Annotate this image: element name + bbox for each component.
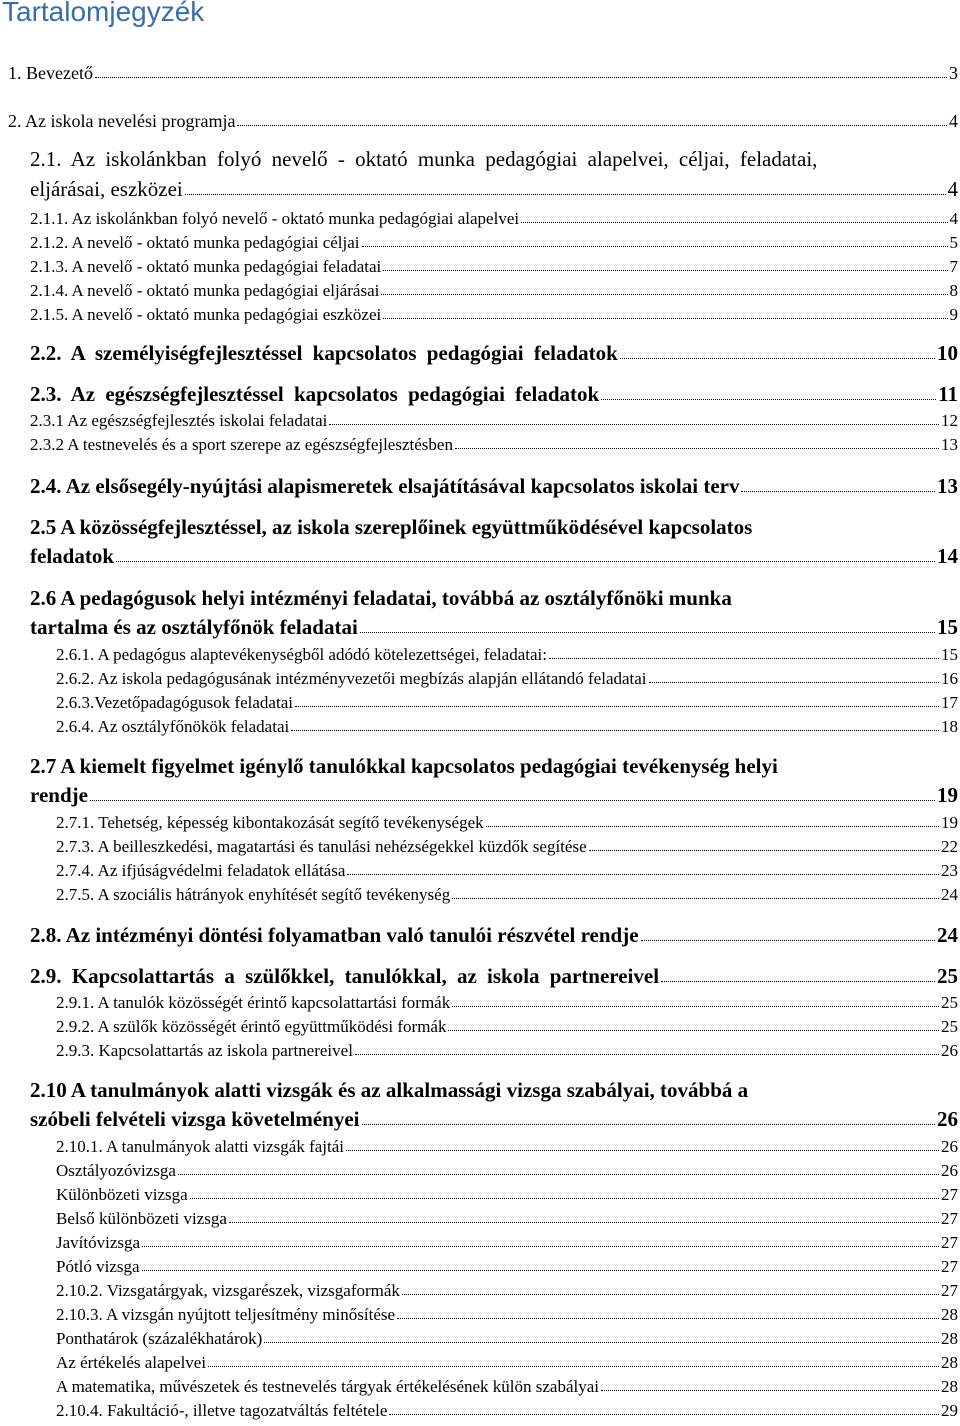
toc-entry[interactable]: [56, 1186, 958, 1203]
toc-leader-dots: [362, 1124, 936, 1125]
toc-entry-title: 2.7.4. Az ifjúságvédelmi feladatok ellátása: [56, 861, 346, 880]
toc-entry[interactable]: [56, 1402, 958, 1419]
toc-page-number: 27: [941, 1185, 958, 1204]
toc-page-number: 15: [941, 645, 958, 664]
toc-entry-title: 2.1.5. A nevelő - oktató munka pedagógiai eszközei: [30, 305, 382, 324]
toc-page-number: 13: [937, 474, 958, 498]
toc-leader-dots: [620, 358, 935, 359]
toc-page-number: 13: [941, 435, 958, 454]
toc-leader-dots: [661, 981, 935, 982]
toc-entry[interactable]: [30, 546, 958, 567]
toc-page-number: 27: [941, 1209, 958, 1228]
toc-entry[interactable]: [30, 234, 958, 251]
toc-entry-title: 2.2. A személyiségfejlesztéssel kapcsolatos pedagógiai feladatok: [30, 341, 618, 365]
toc-page-number: 25: [937, 964, 958, 988]
toc-entry[interactable]: [56, 1354, 958, 1371]
toc-entry-title: tartalma és az osztályfőnök feladatai: [30, 615, 358, 639]
toc-leader-dots: [397, 1318, 939, 1319]
toc-leader-dots: [455, 448, 939, 449]
toc-entry[interactable]: [30, 149, 958, 170]
toc-leader-dots: [589, 850, 939, 851]
toc-leader-dots: [229, 1222, 939, 1223]
toc-entry-title: 2.5 A közösségfejlesztéssel, az iskola szereplőinek együttműködésével kapcsolatos: [30, 515, 753, 539]
toc-leader-dots: [142, 1246, 939, 1247]
toc-page-number: 10: [937, 341, 958, 365]
toc-leader-dots: [329, 424, 939, 425]
toc-entry[interactable]: [56, 1282, 958, 1299]
toc-entry[interactable]: [56, 1378, 958, 1395]
toc-entry[interactable]: [56, 1234, 958, 1251]
toc-leader-dots: [641, 940, 935, 941]
toc-page-number: 11: [938, 382, 958, 406]
toc-entry[interactable]: [56, 1306, 958, 1323]
toc-entry-title: 2.7.3. A beilleszkedési, magatartási és tanulási nehézségekkel küzdők segítése: [56, 837, 587, 856]
toc-leader-dots: [95, 77, 947, 78]
toc-entry[interactable]: [30, 306, 958, 323]
toc-page-number: 22: [941, 837, 958, 856]
toc-entry-title: 2. Az iskola nevelési programja: [8, 111, 236, 131]
toc-page-number: 27: [941, 1257, 958, 1276]
toc-page-number: 19: [941, 813, 958, 832]
toc-page-number: 15: [937, 615, 958, 639]
toc-entry-title: Ponthatárok (százalékhatárok): [56, 1329, 263, 1348]
toc-page-number: 4: [949, 111, 958, 131]
toc-entry-title: 2.1.4. A nevelő - oktató munka pedagógiai eljárásai: [30, 281, 380, 300]
toc-page-number: 4: [947, 177, 958, 201]
toc-entry-title: eljárásai, eszközei: [30, 177, 183, 201]
toc-leader-dots: [383, 318, 947, 319]
toc-entry[interactable]: [30, 436, 958, 453]
toc-entry-title: rendje: [30, 783, 88, 807]
toc-entry-title: A matematika, művészetek és testnevelés tárgyak értékelésének külön szabályai: [56, 1377, 600, 1396]
toc-leader-dots: [190, 1198, 939, 1199]
toc-entry-title: 2.1. Az iskolánkban folyó nevelő - oktató munka pedagógiai alapelvei, céljai, feladatai,: [30, 147, 818, 171]
toc-entry-title: 2.3.2 A testnevelés és a sport szerepe az egészségfejlesztésben: [30, 435, 453, 454]
toc-leader-dots: [452, 898, 939, 899]
toc-page-number: 9: [949, 305, 958, 324]
toc-entry-title: 2.6.2. Az iskola pedagógusának intézményvezetői megbízás alapján ellátandó feladatai: [56, 669, 647, 688]
toc-entry[interactable]: [56, 886, 958, 903]
toc-page-number: 27: [941, 1233, 958, 1252]
toc-entry[interactable]: [30, 966, 958, 987]
toc-entry-title: Javítóvizsga: [56, 1233, 141, 1252]
toc-entry-title: 2.6.4. Az osztályfőnökök feladatai: [56, 717, 290, 736]
toc-page-number: 24: [937, 923, 958, 947]
toc-entry[interactable]: [56, 994, 958, 1011]
toc-entry-title: 2.1.1. Az iskolánkban folyó nevelő - oktató munka pedagógiai alapelvei: [30, 209, 520, 228]
toc-entry-title: 2.10.1. A tanulmányok alatti vizsgák fajtái: [56, 1137, 344, 1156]
toc-page-number: 28: [941, 1305, 958, 1324]
toc-entry-title: 2.3.1 Az egészségfejlesztés iskolai feladatai: [30, 411, 328, 430]
toc-entry[interactable]: [56, 1210, 958, 1227]
toc-leader-dots: [346, 1150, 939, 1151]
toc-entry-title: 2.9.1. A tanulók közösségét érintő kapcsolattartási formák: [56, 993, 451, 1012]
toc-page-number: 8: [949, 281, 958, 300]
toc-entry-title: 1. Bevezető: [8, 63, 93, 83]
toc-leader-dots: [142, 1270, 939, 1271]
toc-entry[interactable]: [56, 1258, 958, 1275]
toc-entry-title: 2.1.2. A nevelő - oktató munka pedagógiai céljai: [30, 233, 360, 252]
toc-entry[interactable]: [56, 718, 958, 735]
toc-entry[interactable]: [8, 64, 958, 82]
toc-entry[interactable]: [30, 476, 958, 497]
toc-entry-title: 2.8. Az intézményi döntési folyamatban való tanulói részvétel rendje: [30, 923, 639, 947]
toc-entry-title: Az értékelés alapelvei: [56, 1353, 207, 1372]
toc-leader-dots: [402, 1294, 939, 1295]
toc-entry-title: 2.10.2. Vizsgatárgyak, vizsgarészek, vizsgaformák: [56, 1281, 400, 1300]
toc-entry-title: 2.10.3. A vizsgán nyújtott teljesítmény minősítése: [56, 1305, 396, 1324]
toc-leader-dots: [116, 561, 935, 562]
toc-entry-title: 2.10 A tanulmányok alatti vizsgák és az alkalmassági vizsga szabályai, továbbá a: [30, 1078, 749, 1102]
toc-entry[interactable]: [56, 814, 958, 831]
toc-leader-dots: [549, 658, 939, 659]
toc-page-number: 29: [941, 1401, 958, 1420]
toc-leader-dots: [601, 399, 936, 400]
toc-leader-dots: [486, 826, 939, 827]
toc-leader-dots: [649, 682, 939, 683]
toc-page-number: 19: [937, 783, 958, 807]
toc-entry-title: 2.6 A pedagógusok helyi intézményi feladatai, továbbá az osztályfőnöki munka: [30, 586, 732, 610]
toc-leader-dots: [601, 1390, 939, 1391]
toc-entry[interactable]: [30, 785, 958, 806]
toc-entry[interactable]: [30, 282, 958, 299]
toc-entry-title: 2.3. Az egészségfejlesztéssel kapcsolatos pedagógiai feladatok: [30, 382, 600, 406]
toc-leader-dots: [355, 1054, 939, 1055]
toc-entry[interactable]: [56, 1162, 958, 1179]
toc-page-number: 5: [949, 233, 958, 252]
toc-entry-title: 2.1.3. A nevelő - oktató munka pedagógiai feladatai: [30, 257, 382, 276]
toc-entry-title: szóbeli felvételi vizsga követelményei: [30, 1107, 360, 1131]
toc-page-number: 25: [941, 1017, 958, 1036]
toc-entry-title: 2.6.1. A pedagógus alaptevékenységből adódó kötelezettségei, feladatai:: [56, 645, 547, 664]
toc-entry[interactable]: [30, 756, 958, 777]
toc-entry-title: Belső különbözeti vizsga: [56, 1209, 227, 1228]
toc-page-number: 3: [949, 63, 958, 83]
toc-entry[interactable]: [30, 210, 958, 227]
toc-page-number: 27: [941, 1281, 958, 1300]
toc-leader-dots: [389, 1414, 939, 1415]
toc-page-number: 25: [941, 993, 958, 1012]
toc-page-number: 28: [941, 1377, 958, 1396]
toc-entry[interactable]: [56, 862, 958, 879]
toc-page-number: 26: [941, 1137, 958, 1156]
toc-entry-title: 2.9.3. Kapcsolattartás az iskola partnereivel: [56, 1041, 353, 1060]
toc-leader-dots: [360, 632, 935, 633]
toc-leader-dots: [521, 222, 947, 223]
toc-entry[interactable]: [56, 670, 958, 687]
toc-leader-dots: [295, 706, 939, 707]
toc-entry[interactable]: [30, 517, 958, 538]
toc-leader-dots: [362, 246, 948, 247]
toc-leader-dots: [741, 491, 935, 492]
toc-entry-title: Különbözeti vizsga: [56, 1185, 188, 1204]
toc-leader-dots: [381, 294, 947, 295]
toc-leader-dots: [237, 125, 947, 126]
toc-entry-title: 2.9.2. A szülők közösségét érintő együttműködési formák: [56, 1017, 447, 1036]
toc-entry-title: 2.6.3.Vezetőpadagógusok feladatai: [56, 693, 293, 712]
toc-entry[interactable]: [30, 617, 958, 638]
toc-entry-title: Osztályozóvizsga: [56, 1161, 176, 1180]
toc-page-number: 4: [949, 209, 958, 228]
toc-leader-dots: [452, 1006, 939, 1007]
toc-page-number: 26: [941, 1041, 958, 1060]
toc-entry-title: feladatok: [30, 544, 114, 568]
toc-entry[interactable]: [56, 1330, 958, 1347]
toc-entry-title: Pótló vizsga: [56, 1257, 140, 1276]
toc-page-number: 28: [941, 1353, 958, 1372]
toc-page-number: 14: [937, 544, 958, 568]
toc-entry-title: 2.7.5. A szociális hátrányok enyhítését segítő tevékenység: [56, 885, 451, 904]
toc-entry[interactable]: [56, 1018, 958, 1035]
toc-entry[interactable]: [56, 1042, 958, 1059]
toc-leader-dots: [291, 730, 939, 731]
toc-leader-dots: [185, 194, 946, 195]
toc-title: Tartalomjegyzék: [2, 0, 205, 27]
toc-page-number: 24: [941, 885, 958, 904]
toc-entry[interactable]: [30, 412, 958, 429]
toc-page-number: 26: [941, 1161, 958, 1180]
toc-entry[interactable]: [8, 112, 958, 130]
toc-entry[interactable]: [56, 838, 958, 855]
toc-page-number: 26: [937, 1107, 958, 1131]
toc-entry[interactable]: [30, 343, 958, 364]
toc-entry-title: 2.4. Az elsősegély-nyújtási alapismeretek elsajátításával kapcsolatos iskolai terv: [30, 474, 740, 498]
toc-entry[interactable]: [56, 1138, 958, 1155]
toc-entry-title: 2.7.1. Tehetség, képesség kibontakozását segítő tevékenységek: [56, 813, 484, 832]
toc-page-number: 18: [941, 717, 958, 736]
toc-leader-dots: [347, 874, 939, 875]
toc-entry[interactable]: [56, 694, 958, 711]
toc-entry[interactable]: [30, 1109, 958, 1130]
toc-page-number: 12: [941, 411, 958, 430]
toc-leader-dots: [448, 1030, 939, 1031]
toc-entry[interactable]: [30, 258, 958, 275]
toc-entry-title: 2.7 A kiemelt figyelmet igénylő tanulókkal kapcsolatos pedagógiai tevékenység helyi: [30, 754, 778, 778]
toc-entry[interactable]: [30, 1080, 958, 1101]
toc-leader-dots: [178, 1174, 939, 1175]
toc-entry-title: 2.10.4. Fakultáció-, illetve tagozatváltás feltétele: [56, 1401, 388, 1420]
toc-leader-dots: [90, 800, 935, 801]
toc-entry[interactable]: [56, 646, 958, 663]
toc-entry-title: 2.9. Kapcsolattartás a szülőkkel, tanulókkal, az iskola partnereivel: [30, 964, 660, 988]
toc-entry[interactable]: [30, 384, 958, 405]
toc-leader-dots: [383, 270, 947, 271]
toc-page-number: 23: [941, 861, 958, 880]
toc-page-number: 17: [941, 693, 958, 712]
toc-page-number: 16: [941, 669, 958, 688]
toc-entry[interactable]: [30, 588, 958, 609]
toc-page-number: 7: [949, 257, 958, 276]
toc-page-number: 28: [941, 1329, 958, 1348]
toc-leader-dots: [208, 1366, 939, 1367]
toc-leader-dots: [264, 1342, 939, 1343]
toc-entry[interactable]: [30, 925, 958, 946]
toc-entry[interactable]: [30, 179, 958, 200]
